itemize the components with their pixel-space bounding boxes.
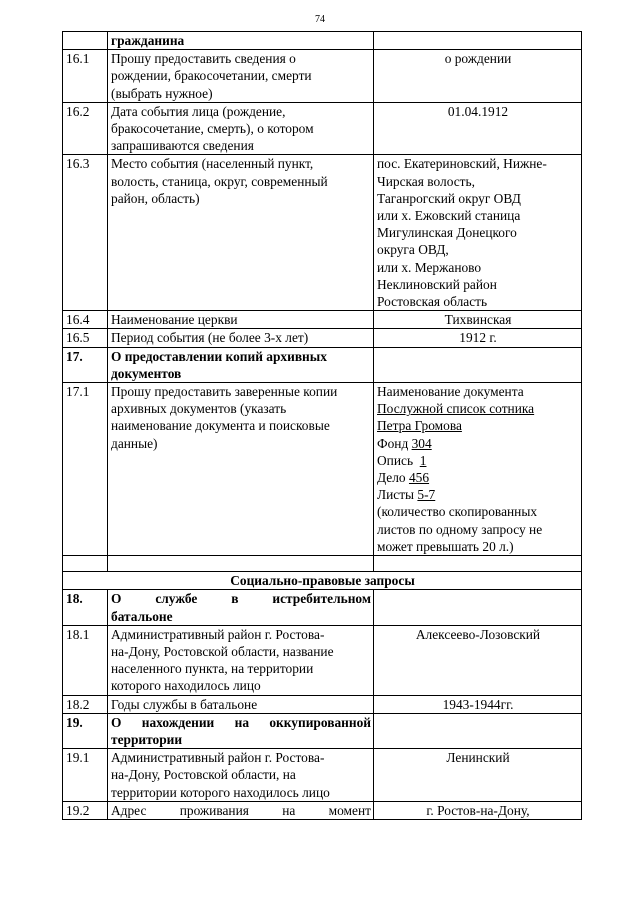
label-line: рождении, бракосочетании, смерти (111, 68, 312, 84)
page-number: 74 (315, 14, 325, 25)
value-line: Мигулинская Донецкого (377, 225, 517, 241)
item-value (374, 625, 582, 695)
table-row (63, 383, 582, 556)
item-value (374, 590, 582, 625)
item-number: 18. (63, 590, 108, 625)
label-line: (выбрать нужное) (111, 85, 213, 101)
value-line: Петра Громова (377, 418, 462, 434)
label-line: Прошу предоставить заверенные копии (111, 384, 338, 400)
item-value (374, 713, 582, 748)
value-line: Тихвинская (444, 312, 512, 328)
value-line: Таганрогский округ ОВД (377, 190, 521, 206)
label-line: бракосочетание, смерть), о котором (111, 121, 314, 137)
empty-row (63, 556, 582, 572)
label-line: Место события (населенный пункт, (111, 156, 314, 172)
table-row (63, 713, 582, 748)
item-label (108, 347, 374, 382)
label-line: на-Дону, Ростовской области, название (111, 643, 334, 659)
item-value (374, 749, 582, 802)
empty-cell (374, 556, 582, 572)
value-prefix: Листы (377, 487, 418, 503)
value-line (377, 486, 579, 503)
value-line: Послужной список сотника (377, 401, 535, 417)
item-number: 18.2 (63, 695, 108, 713)
label-line: Наименование церкви (111, 312, 238, 328)
value-line: или х. Мержаново (377, 259, 482, 275)
value-line: 1912 г. (459, 330, 497, 346)
empty-cell (108, 556, 374, 572)
value-prefix: Опись (377, 452, 420, 468)
request-form-table (62, 31, 582, 820)
item-label (108, 695, 374, 713)
item-number (63, 32, 108, 50)
label-line: запрашиваются сведения (111, 138, 254, 154)
table-body-part-2 (63, 590, 582, 820)
item-number: 18.1 (63, 625, 108, 695)
label-line: О предоставлении копий архивных (111, 348, 327, 364)
table-separator (63, 556, 582, 590)
item-number: 19.2 (63, 801, 108, 819)
item-value (374, 347, 582, 382)
value-line: Наименование документа (377, 384, 524, 400)
label-line: населенного пункта, на территории (111, 661, 314, 677)
item-number: 19. (63, 713, 108, 748)
label-line: батальоне (111, 608, 173, 624)
section-heading: Социально-правовые запросы (63, 572, 582, 590)
item-value (374, 32, 582, 50)
item-value (374, 155, 582, 311)
label-line: Адрес проживания на момент (111, 802, 371, 818)
label-line: район, область) (111, 190, 200, 206)
item-number: 16.4 (63, 311, 108, 329)
label-line: документов (111, 365, 182, 381)
item-number: 17. (63, 347, 108, 382)
table-row (63, 32, 582, 50)
item-label (108, 155, 374, 311)
label-line: О службе в истребительном (111, 591, 371, 607)
label-line: Годы службы в батальоне (111, 696, 258, 712)
item-number: 19.1 (63, 749, 108, 802)
value-line: (количество скопированных (377, 504, 538, 520)
label-line: гражданина (111, 33, 185, 48)
table-row (63, 311, 582, 329)
table-row (63, 155, 582, 311)
label-line: волость, станица, округ, современный (111, 173, 328, 189)
label-line: территории (111, 731, 183, 747)
value-number: 1 (419, 452, 427, 468)
item-value (374, 102, 582, 155)
value-line: Неклиновский район (377, 276, 497, 292)
table-row (63, 347, 582, 382)
label-line: Административный район г. Ростова- (111, 750, 325, 766)
value-line: Ростовская область (377, 294, 488, 310)
value-line (377, 435, 579, 452)
item-label (108, 32, 374, 50)
item-value (374, 329, 582, 347)
label-line: Дата события лица (рождение, (111, 103, 286, 119)
label-line: которого находилось лицо (111, 678, 261, 694)
value-line: о рождении (444, 51, 512, 67)
label-line: О нахождении на оккупированной (111, 714, 371, 730)
item-label (108, 801, 374, 819)
value-prefix: Фонд (377, 435, 412, 451)
table-row (63, 801, 582, 819)
item-label (108, 590, 374, 625)
value-line: или х. Ежовский станица (377, 208, 521, 224)
value-line: листов по одному запросу не (377, 521, 543, 537)
item-value (374, 695, 582, 713)
label-line: данные) (111, 435, 158, 451)
item-number: 17.1 (63, 383, 108, 556)
section-heading-row (63, 572, 582, 590)
item-label (108, 625, 374, 695)
label-line: Административный район г. Ростова- (111, 626, 325, 642)
item-number: 16.2 (63, 102, 108, 155)
empty-cell (63, 556, 108, 572)
item-label (108, 749, 374, 802)
item-label (108, 329, 374, 347)
item-number: 16.5 (63, 329, 108, 347)
item-value (374, 50, 582, 103)
value-line (377, 452, 579, 469)
table-body-part-1 (63, 32, 582, 556)
value-line: Чирская волость, (377, 173, 475, 189)
table-row (63, 50, 582, 103)
item-value (374, 311, 582, 329)
value-line: пос. Екатериновский, Нижне- (377, 156, 547, 172)
label-line: Прошу предоставить сведения о (111, 51, 296, 67)
value-line: 1943-1944гг. (442, 696, 514, 712)
item-value (374, 383, 582, 556)
item-value (374, 801, 582, 819)
label-line: архивных документов (указать (111, 401, 287, 417)
value-prefix: Дело (377, 470, 409, 486)
value-line: 01.04.1912 (447, 103, 509, 119)
label-line: Период события (не более 3-х лет) (111, 330, 309, 346)
table-row (63, 590, 582, 625)
value-line: округа ОВД, (377, 242, 449, 258)
table-row (63, 749, 582, 802)
value-number: 456 (408, 470, 430, 486)
item-label (108, 713, 374, 748)
value-line (377, 469, 579, 486)
value-number: 304 (411, 435, 432, 451)
item-number: 16.1 (63, 50, 108, 103)
item-label (108, 50, 374, 103)
value-line: г. Ростов-на-Дону, (426, 802, 530, 818)
table-row (63, 329, 582, 347)
label-line: территории которого находилось лицо (111, 784, 330, 800)
item-label (108, 383, 374, 556)
table-row (63, 625, 582, 695)
value-line: Алексеево-Лозовский (415, 626, 541, 642)
value-line: Ленинский (446, 750, 510, 766)
item-label (108, 311, 374, 329)
value-line: может превышать 20 л.) (377, 538, 514, 554)
label-line: наименование документа и поисковые (111, 418, 330, 434)
item-number: 16.3 (63, 155, 108, 311)
item-label (108, 102, 374, 155)
table-row (63, 102, 582, 155)
value-number: 5-7 (417, 487, 436, 503)
label-line: на-Дону, Ростовской области, на (111, 767, 296, 783)
table-row (63, 695, 582, 713)
